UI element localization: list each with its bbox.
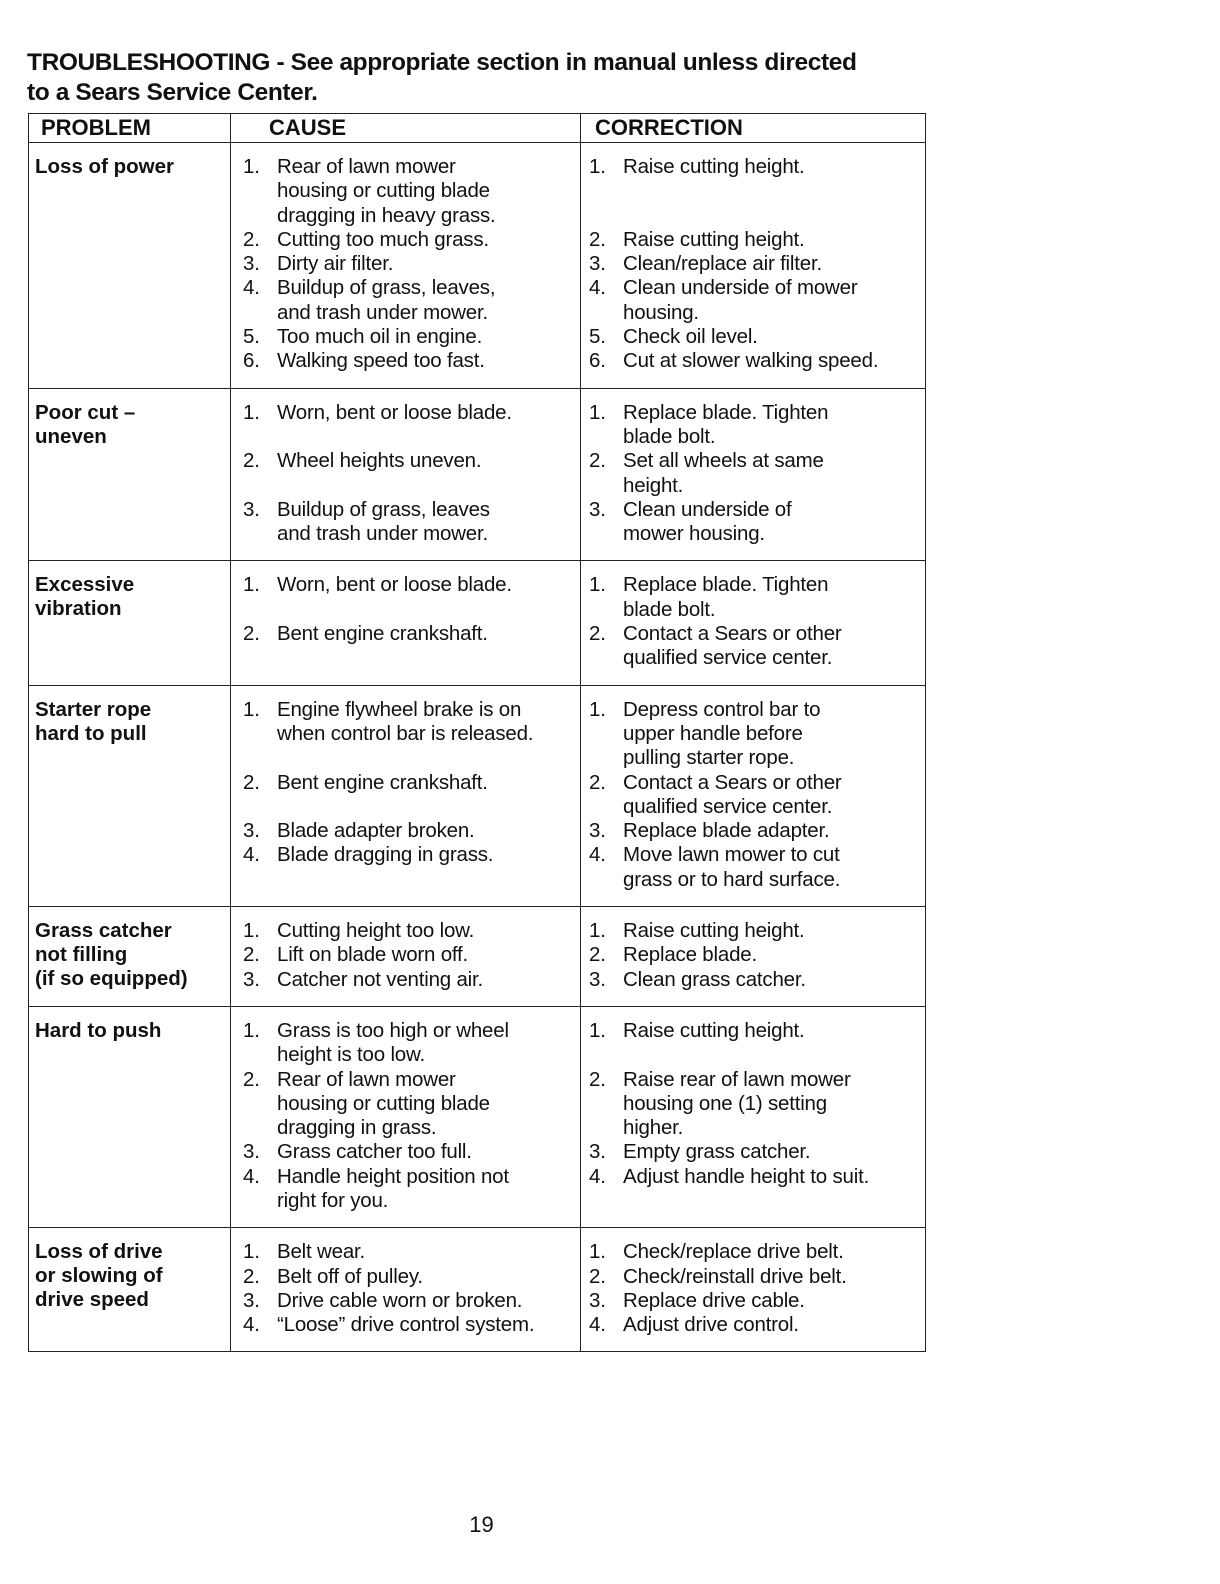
item-text: [623, 1289, 923, 1313]
item-number: 4.: [589, 1164, 606, 1188]
item-text: [277, 1019, 578, 1068]
item-text: [623, 1140, 923, 1164]
item-line: right for you.: [277, 1188, 389, 1212]
page-title: [27, 48, 927, 108]
item-number: 1.: [589, 573, 606, 597]
item-line: Worn, bent or loose blade.: [277, 400, 512, 424]
cause-cell: [231, 1006, 581, 1227]
item-line: Rear of lawn mower: [277, 1067, 456, 1091]
item-line: Contact a Sears or other: [623, 770, 842, 794]
item-number: 1.: [243, 1240, 260, 1264]
cause-item: [243, 573, 578, 622]
item-line: grass or to hard surface.: [623, 867, 841, 891]
item-number: 1.: [589, 1240, 606, 1264]
item-line: [277, 868, 578, 892]
correction-item: [589, 943, 923, 967]
table-row: [29, 388, 926, 561]
item-text: [277, 276, 578, 325]
item-line: [277, 425, 578, 449]
page-number: 19: [469, 1512, 494, 1537]
item-line: Catcher not venting air.: [277, 967, 484, 991]
item-number: 3.: [243, 819, 260, 843]
troubleshooting-table: [28, 113, 926, 1352]
item-number: 1.: [243, 697, 260, 721]
item-line: Walking speed too fast.: [277, 349, 485, 373]
cause-item: [243, 919, 578, 943]
item-text: [623, 622, 923, 671]
correction-item: [589, 1165, 923, 1214]
item-text: [623, 155, 923, 228]
item-text: [277, 252, 578, 276]
item-number: 2.: [589, 943, 606, 967]
item-line: “Loose” drive control system.: [277, 1313, 535, 1337]
table-row: [29, 1006, 926, 1227]
correction-item: [589, 1140, 923, 1164]
problem-text: hard to pull: [35, 721, 147, 745]
correction-item: [589, 228, 923, 252]
item-line: Lift on blade worn off.: [277, 943, 469, 967]
item-number: 3.: [243, 497, 260, 521]
correction-cell: [581, 143, 926, 389]
item-number: 6.: [589, 349, 606, 373]
item-text: [623, 1240, 923, 1264]
item-number: 2.: [589, 1067, 606, 1091]
cause-item: [243, 1240, 578, 1264]
item-text: [277, 1265, 578, 1289]
item-line: Adjust drive control.: [623, 1313, 799, 1337]
problem-cell: [29, 1006, 231, 1227]
item-number: 2.: [243, 1264, 260, 1288]
item-line: Buildup of grass, leaves,: [277, 276, 496, 300]
correction-item: [589, 401, 923, 450]
item-line: height is too low.: [277, 1043, 425, 1067]
item-number: 1.: [243, 400, 260, 424]
item-text: [623, 573, 923, 622]
item-number: 3.: [589, 1288, 606, 1312]
item-line: Raise cutting height.: [623, 1018, 805, 1042]
item-number: 2.: [589, 449, 606, 473]
cause-item: [243, 968, 578, 992]
item-text: [623, 919, 923, 943]
item-text: [623, 1265, 923, 1289]
problem-cell: [29, 388, 231, 561]
item-line: [277, 474, 578, 498]
problem-cell: [29, 685, 231, 906]
correction-item: [589, 1289, 923, 1313]
problem-text: Loss of power: [35, 155, 174, 178]
table-row: [29, 1228, 926, 1352]
problem-text: vibration: [35, 597, 122, 621]
item-line: Raise cutting height.: [623, 227, 805, 251]
item-number: 1.: [589, 697, 606, 721]
item-text: [277, 1140, 578, 1164]
item-line: Clean/replace air filter.: [623, 252, 822, 276]
item-line: Bent engine crankshaft.: [277, 770, 488, 794]
correction-item: [589, 968, 923, 992]
item-line: Clean underside of mower: [623, 276, 858, 300]
correction-item: [589, 1313, 923, 1337]
item-line: Wheel heights uneven.: [277, 449, 482, 473]
item-line: blade bolt.: [623, 597, 716, 621]
cause-cell: [231, 1228, 581, 1352]
item-text: [277, 325, 578, 349]
correction-cell: [581, 561, 926, 685]
item-line: Worn, bent or loose blade.: [277, 573, 512, 597]
item-number: 2.: [243, 1067, 260, 1091]
item-line: Buildup of grass, leaves: [277, 497, 490, 521]
item-line: Move lawn mower to cut: [623, 843, 840, 867]
item-text: [623, 228, 923, 252]
item-line: when control bar is released.: [277, 721, 534, 745]
cause-item: [243, 155, 578, 228]
table-row: [29, 685, 926, 906]
correction-item: [589, 698, 923, 771]
problem-text: Poor cut –: [35, 400, 136, 424]
cause-item: [243, 698, 578, 771]
item-line: Bent engine crankshaft.: [277, 622, 488, 646]
item-number: 4.: [243, 843, 260, 867]
table-row: [29, 143, 926, 389]
item-text: [623, 401, 923, 450]
item-number: 4.: [243, 1313, 260, 1337]
correction-item: [589, 498, 923, 547]
cause-cell: [231, 685, 581, 906]
item-line: Replace drive cable.: [623, 1288, 805, 1312]
item-line: Handle height position not: [277, 1164, 509, 1188]
item-line: housing or cutting blade: [277, 179, 490, 203]
item-line: Check/replace drive belt.: [623, 1240, 844, 1264]
item-line: Raise rear of lawn mower: [623, 1067, 851, 1091]
item-number: 2.: [243, 622, 260, 646]
item-number: 4.: [243, 276, 260, 300]
item-line: Depress control bar to: [623, 697, 821, 721]
item-number: 2.: [243, 943, 260, 967]
problem-text: Grass catcher: [35, 919, 172, 943]
item-number: 2.: [589, 622, 606, 646]
item-line: and trash under mower.: [277, 522, 488, 546]
item-number: 2.: [243, 449, 260, 473]
cause-item: [243, 843, 578, 892]
table-row: [29, 561, 926, 685]
item-number: 1.: [589, 1018, 606, 1042]
item-number: 1.: [589, 919, 606, 943]
item-line: Cut at slower walking speed.: [623, 349, 879, 373]
item-number: 1.: [589, 155, 606, 178]
item-line: [277, 598, 578, 622]
item-line: higher.: [623, 1116, 684, 1140]
item-text: [277, 1240, 578, 1264]
correction-item: [589, 155, 923, 228]
item-line: [623, 1043, 923, 1067]
item-line: Grass catcher too full.: [277, 1140, 472, 1164]
item-line: Clean underside of: [623, 497, 792, 521]
table-body: [29, 143, 926, 1352]
item-number: 2.: [589, 770, 606, 794]
title-line-1: TROUBLESHOOTING - See appropriate section in manual unless directed: [27, 49, 857, 76]
item-text: [277, 1068, 578, 1141]
correction-item: [589, 573, 923, 622]
item-number: 2.: [589, 1264, 606, 1288]
item-text: [623, 968, 923, 992]
item-line: [623, 179, 923, 203]
item-line: Contact a Sears or other: [623, 622, 842, 646]
cause-item: [243, 349, 578, 373]
item-number: 6.: [243, 349, 260, 373]
item-line: Blade adapter broken.: [277, 819, 475, 843]
correction-item: [589, 325, 923, 349]
item-number: 3.: [243, 1140, 260, 1164]
cause-item: [243, 401, 578, 450]
correction-item: [589, 1019, 923, 1068]
cause-item: [243, 252, 578, 276]
item-line: upper handle before: [623, 721, 803, 745]
cause-item: [243, 1165, 578, 1214]
item-number: 1.: [589, 400, 606, 424]
item-line: Adjust handle height to suit.: [623, 1164, 870, 1188]
item-line: Cutting too much grass.: [277, 227, 489, 251]
item-line: Belt wear.: [277, 1240, 366, 1264]
item-line: Clean grass catcher.: [623, 967, 806, 991]
cause-item: [243, 498, 578, 547]
correction-item: [589, 349, 923, 373]
item-line: Cutting height too low.: [277, 919, 475, 943]
cause-item: [243, 1289, 578, 1313]
item-number: 4.: [589, 276, 606, 300]
item-text: [277, 573, 578, 622]
item-line: pulling starter rope.: [623, 746, 795, 770]
item-text: [277, 843, 578, 892]
item-line: Replace blade.: [623, 943, 757, 967]
item-text: [277, 919, 578, 943]
item-number: 2.: [243, 770, 260, 794]
item-line: housing or cutting blade: [277, 1091, 490, 1115]
item-number: 4.: [589, 1313, 606, 1337]
problem-text: drive speed: [35, 1288, 149, 1312]
item-text: [277, 698, 578, 771]
item-line: Engine flywheel brake is on: [277, 697, 522, 721]
item-line: [277, 795, 578, 819]
item-line: [277, 646, 578, 670]
item-text: [277, 1313, 578, 1337]
item-line: Replace blade. Tighten: [623, 573, 829, 597]
correction-item: [589, 843, 923, 892]
problem-text: uneven: [35, 424, 107, 448]
item-line: qualified service center.: [623, 646, 833, 670]
item-line: Belt off of pulley.: [277, 1264, 423, 1288]
item-line: housing.: [623, 300, 699, 324]
item-line: Drive cable worn or broken.: [277, 1288, 523, 1312]
correction-item: [589, 622, 923, 671]
item-line: qualified service center.: [623, 794, 833, 818]
item-text: [277, 155, 578, 228]
correction-item: [589, 819, 923, 843]
correction-item: [589, 1068, 923, 1141]
table-header-row: [29, 114, 926, 143]
item-text: [277, 401, 578, 450]
item-line: Check oil level.: [623, 325, 758, 349]
correction-cell: [581, 685, 926, 906]
item-text: [623, 1068, 923, 1141]
item-text: [277, 622, 578, 671]
title-line-2: to a Sears Service Center.: [27, 79, 318, 106]
item-number: 3.: [243, 252, 260, 276]
item-line: Rear of lawn mower: [277, 155, 456, 178]
header-problem: PROBLEM: [29, 114, 231, 143]
item-text: [623, 771, 923, 820]
item-text: [623, 1019, 923, 1068]
item-number: 1.: [243, 573, 260, 597]
item-line: housing one (1) setting: [623, 1091, 827, 1115]
item-text: [277, 819, 578, 843]
item-line: blade bolt.: [623, 424, 716, 448]
problem-text: not filling: [35, 943, 128, 967]
problem-text: Excessive: [35, 573, 135, 597]
item-text: [277, 498, 578, 547]
cause-item: [243, 228, 578, 252]
item-number: 5.: [243, 325, 260, 349]
item-number: 5.: [589, 325, 606, 349]
item-text: [277, 1289, 578, 1313]
item-number: 3.: [589, 1140, 606, 1164]
item-number: 4.: [243, 1164, 260, 1188]
item-line: Blade dragging in grass.: [277, 843, 494, 867]
item-text: [277, 943, 578, 967]
item-number: 3.: [589, 252, 606, 276]
item-text: [623, 449, 923, 498]
item-line: Grass is too high or wheel: [277, 1018, 509, 1042]
cause-item: [243, 449, 578, 498]
correction-item: [589, 1265, 923, 1289]
item-text: [277, 968, 578, 992]
item-line: Raise cutting height.: [623, 155, 805, 178]
cause-cell: [231, 143, 581, 389]
item-line: [623, 1189, 923, 1213]
correction-cell: [581, 1228, 926, 1352]
cause-item: [243, 622, 578, 671]
item-text: [623, 819, 923, 843]
cause-item: [243, 1019, 578, 1068]
item-line: dragging in heavy grass.: [277, 203, 496, 227]
item-number: 1.: [243, 1018, 260, 1042]
item-number: 1.: [243, 919, 260, 943]
problem-cell: [29, 561, 231, 685]
item-number: 3.: [243, 1288, 260, 1312]
item-text: [623, 1313, 923, 1337]
cause-cell: [231, 561, 581, 685]
cause-item: [243, 819, 578, 843]
cause-cell: [231, 907, 581, 1007]
item-number: 2.: [243, 227, 260, 251]
item-line: and trash under mower.: [277, 300, 488, 324]
problem-cell: [29, 1228, 231, 1352]
item-line: Too much oil in engine.: [277, 325, 483, 349]
correction-cell: [581, 907, 926, 1007]
problem-text: Loss of drive: [35, 1240, 163, 1264]
cause-item: [243, 1265, 578, 1289]
correction-item: [589, 252, 923, 276]
correction-item: [589, 449, 923, 498]
correction-item: [589, 1240, 923, 1264]
item-line: Set all wheels at same: [623, 449, 824, 473]
item-number: 4.: [589, 843, 606, 867]
item-line: Replace blade adapter.: [623, 819, 830, 843]
item-text: [277, 228, 578, 252]
item-line: Empty grass catcher.: [623, 1140, 811, 1164]
item-line: Dirty air filter.: [277, 252, 394, 276]
item-line: [623, 204, 923, 228]
cause-item: [243, 771, 578, 820]
item-number: 3.: [589, 967, 606, 991]
item-line: Raise cutting height.: [623, 919, 805, 943]
item-text: [277, 449, 578, 498]
correction-cell: [581, 388, 926, 561]
cause-item: [243, 1068, 578, 1141]
item-line: mower housing.: [623, 522, 765, 546]
item-number: 3.: [589, 819, 606, 843]
cause-item: [243, 943, 578, 967]
item-text: [623, 325, 923, 349]
cause-item: [243, 1140, 578, 1164]
item-line: [277, 746, 578, 770]
header-cause: CAUSE: [231, 114, 581, 143]
item-text: [623, 349, 923, 373]
problem-text: or slowing of: [35, 1264, 163, 1288]
item-number: 3.: [589, 497, 606, 521]
item-text: [623, 843, 923, 892]
correction-item: [589, 919, 923, 943]
item-text: [623, 276, 923, 325]
problem-text: Starter rope: [35, 697, 152, 721]
item-text: [623, 698, 923, 771]
item-line: dragging in grass.: [277, 1116, 437, 1140]
header-correction: CORRECTION: [581, 114, 926, 143]
item-text: [623, 498, 923, 547]
item-text: [277, 349, 578, 373]
item-number: 2.: [589, 227, 606, 251]
item-number: 1.: [243, 155, 260, 178]
item-text: [623, 252, 923, 276]
cause-item: [243, 1313, 578, 1337]
cause-cell: [231, 388, 581, 561]
item-line: Check/reinstall drive belt.: [623, 1264, 847, 1288]
correction-cell: [581, 1006, 926, 1227]
problem-text: (if so equipped): [35, 967, 188, 991]
correction-item: [589, 771, 923, 820]
item-number: 3.: [243, 967, 260, 991]
item-text: [623, 1165, 923, 1214]
item-text: [277, 1165, 578, 1214]
item-line: Replace blade. Tighten: [623, 400, 829, 424]
correction-item: [589, 276, 923, 325]
table-row: [29, 907, 926, 1007]
problem-cell: [29, 907, 231, 1007]
problem-text: Hard to push: [35, 1018, 162, 1042]
item-text: [623, 943, 923, 967]
cause-item: [243, 276, 578, 325]
cause-item: [243, 325, 578, 349]
item-line: height.: [623, 473, 684, 497]
item-text: [277, 771, 578, 820]
problem-cell: [29, 143, 231, 389]
